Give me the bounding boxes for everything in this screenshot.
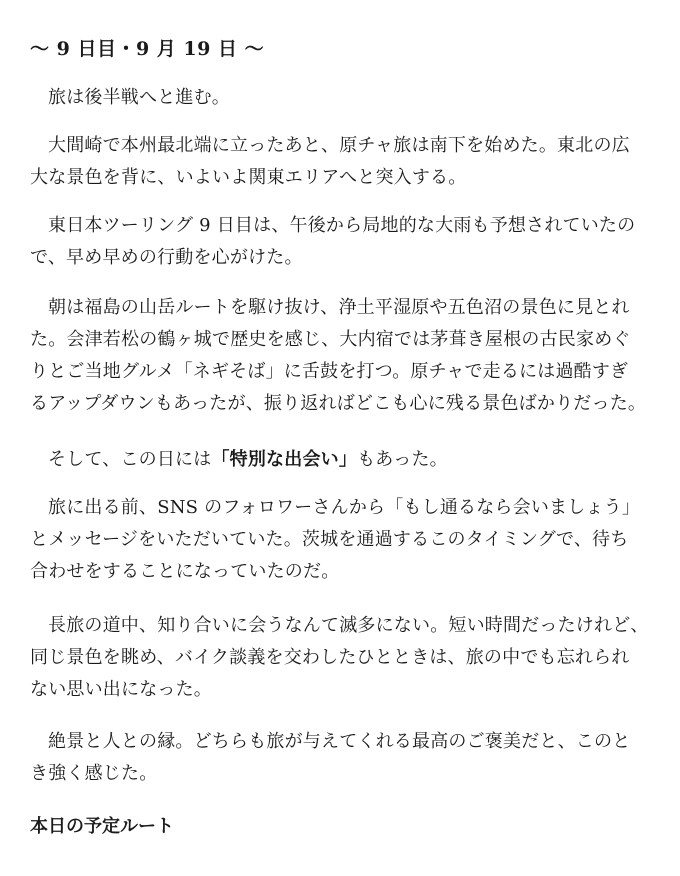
paragraph-line: 大間崎で本州最北端に立ったあと、原チャ旅は南下を始めた。東北の広 bbox=[48, 135, 630, 156]
paragraph-line: るアップダウンもあったが、振り返ればどこも心に残る景色ばかりだった。 bbox=[30, 393, 647, 414]
paragraph-line: た。会津若松の鶴ヶ城で歴史を感じ、大内宿では茅葺き屋根の古民家めぐ bbox=[30, 329, 631, 350]
paragraph-5 bbox=[30, 444, 662, 476]
paragraph-6 bbox=[30, 492, 662, 588]
paragraph-line: 絶景と人との縁。どちらも旅が与えてくれる最高のご褒美だと、このと bbox=[48, 731, 631, 752]
paragraph-7 bbox=[30, 610, 662, 706]
paragraph-3 bbox=[30, 210, 662, 274]
text-run: そして、この日には bbox=[48, 449, 212, 470]
paragraph-1 bbox=[30, 82, 662, 114]
paragraph-line: き強く感じた。 bbox=[30, 763, 158, 784]
route-section-heading: 本日の予定ルート bbox=[30, 816, 174, 837]
paragraph-line: で、早め早めの行動を心がけた。 bbox=[30, 247, 303, 268]
paragraph-line: ない思い出になった。 bbox=[30, 679, 212, 700]
paragraph-4 bbox=[30, 292, 662, 420]
paragraph-line: りとご当地グルメ「ネギそば」に舌鼓を打つ。原チャで走るには過酷すぎ bbox=[30, 361, 629, 382]
paragraph-line: 大な景色を背に、いよいよ関東エリアへと突入する。 bbox=[30, 167, 467, 188]
paragraph-line bbox=[30, 444, 662, 476]
paragraph-line: 旅に出る前、SNS のフォロワーさんから「もし通るなら会いましょう」 bbox=[48, 497, 641, 518]
paragraph-8 bbox=[30, 726, 662, 790]
text-run: もあった。 bbox=[357, 449, 448, 470]
paragraph-line: 長旅の道中、知り合いに会うなんて滅多にない。短い時間だったけれど、 bbox=[48, 615, 649, 636]
paragraph-line: 旅は後半戦へと進む。 bbox=[48, 87, 230, 108]
day-heading: ～ 9 日目・9 月 19 日 ～ bbox=[30, 38, 265, 60]
paragraph-line: とメッセージをいただいていた。茨城を通過するこのタイミングで、待ち bbox=[30, 529, 629, 550]
paragraph-line: 合わせをすることになっていたのだ。 bbox=[30, 561, 340, 582]
paragraph-line: 東日本ツーリング 9 日目は、午後から局地的な大雨も予想されていたの bbox=[48, 215, 636, 236]
emphasis-text: 「特別な出会い」 bbox=[211, 449, 358, 470]
paragraph-2 bbox=[30, 130, 662, 194]
paragraph-line: 同じ景色を眺め、バイク談義を交わしたひとときは、旅の中でも忘れられ bbox=[30, 647, 630, 668]
paragraph-line: 朝は福島の山岳ルートを駆け抜け、浄土平湿原や五色沼の景色に見とれ bbox=[48, 297, 630, 318]
